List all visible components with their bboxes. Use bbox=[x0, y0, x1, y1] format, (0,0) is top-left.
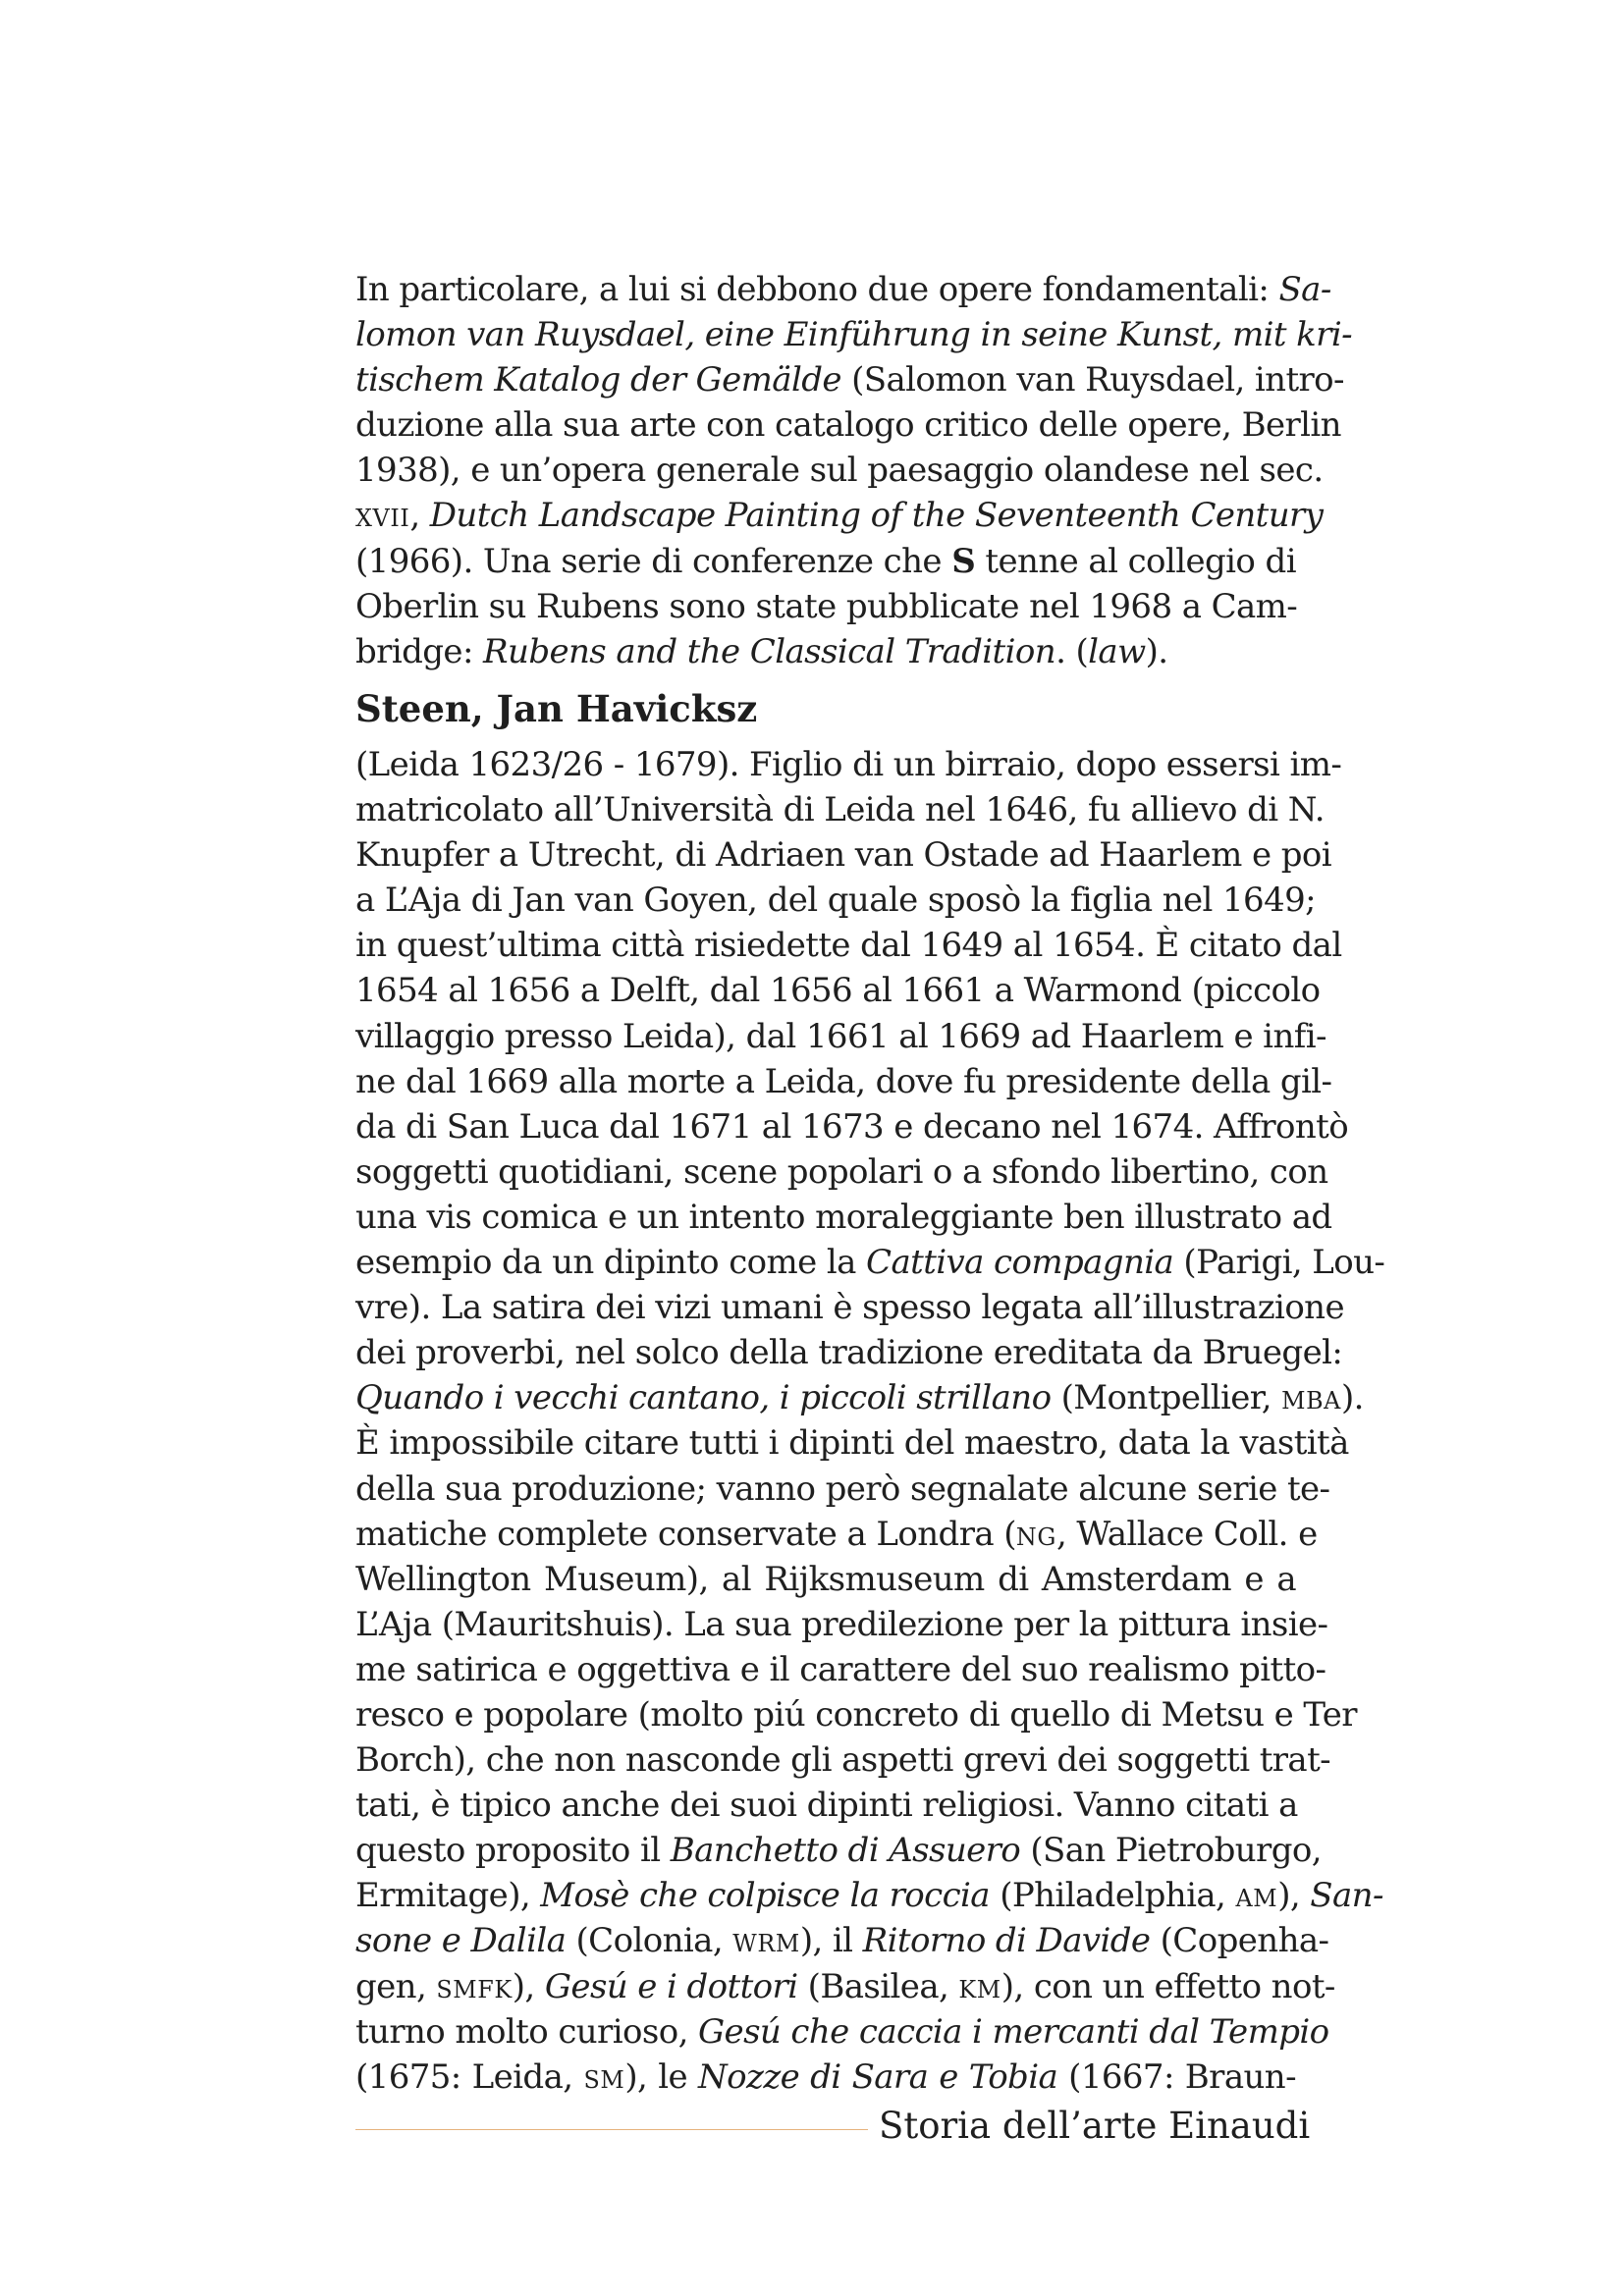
small-caps-abbreviation: AM bbox=[1235, 1885, 1278, 1913]
small-caps-abbreviation: WRM bbox=[732, 1930, 800, 1958]
text-line: Borch), che non nasconde gli aspetti grevi dei soggetti trat- bbox=[355, 1740, 1331, 1781]
italic-title: sone e Dalila bbox=[355, 1921, 567, 1961]
italic-title: Mosè che colpisce la roccia bbox=[540, 1876, 990, 1916]
text-line: matricolato all’Università di Leida nel 1646, fu allievo di N. bbox=[355, 790, 1325, 830]
text-line: (Leida 1623/26 - 1679). Figlio di un birraio, dopo essersi im- bbox=[355, 745, 1342, 784]
text-line: Ermitage), Mosè che colpisce la roccia (Philadelphia, AM), San- bbox=[355, 1876, 1383, 1916]
text-line: me satirica e oggettiva e il carattere del suo realismo pitto- bbox=[355, 1649, 1326, 1689]
text-line: bridge: Rubens and the Classical Tradition. (law). bbox=[355, 631, 1168, 671]
italic-title: law bbox=[1088, 631, 1146, 671]
intro-paragraph bbox=[355, 267, 1352, 674]
text-line: villaggio presso Leida), dal 1661 al 1669 ad Haarlem e infi- bbox=[355, 1016, 1326, 1056]
italic-title: Banchetto di Assuero bbox=[670, 1831, 1021, 1871]
italic-title: Sa- bbox=[1278, 270, 1331, 309]
text-line: in quest’ultima città risiedette dal 1649 al 1654. È citato dal bbox=[355, 926, 1342, 966]
text-line: 1938), e un’opera generale sul paesaggio olandese nel sec. bbox=[355, 451, 1324, 491]
small-caps-abbreviation: XVII bbox=[355, 505, 410, 533]
text-line: duzione alla sua arte con catalogo critico delle opere, Berlin bbox=[355, 405, 1341, 446]
text-line: L’Aja (Mauritshuis). La sua predilezione per la pittura insie- bbox=[355, 1604, 1328, 1644]
italic-title: Quando i vecchi cantano, i piccoli strillano bbox=[355, 1378, 1052, 1418]
text-line: È impossibile citare tutti i dipinti del maestro, data la vastità bbox=[355, 1423, 1349, 1464]
italic-title: tischem Katalog der Gemälde bbox=[355, 360, 841, 400]
footer-rule bbox=[355, 2129, 868, 2130]
italic-title: lomon van Ruysdael, eine Einführung in seine Kunst, mit kri- bbox=[355, 315, 1352, 355]
text-line: 1654 al 1656 a Delft, dal 1656 al 1661 a Warmond (piccolo bbox=[355, 971, 1321, 1011]
text-line: sone e Dalila (Colonia, WRM), il Ritorno di Davide (Copenha- bbox=[355, 1921, 1329, 1961]
small-caps-abbreviation: KM bbox=[958, 1975, 1001, 2003]
text-line: Oberlin su Rubens sono state pubblicate nel 1968 a Cam- bbox=[355, 586, 1298, 626]
text-line: tischem Katalog der Gemälde (Salomon van Ruysdael, intro- bbox=[355, 360, 1344, 400]
text-line: vre). La satira dei vizi umani è spesso legata all’illustrazione bbox=[355, 1288, 1345, 1328]
italic-title: Gesú che caccia i mercanti dal Tempio bbox=[697, 2011, 1329, 2052]
text-line: Wellington Museum), al Rijksmuseum di Amsterdam e a bbox=[355, 1559, 1296, 1599]
text-line: XVII, Dutch Landscape Painting of the Seventeenth Century bbox=[355, 496, 1324, 536]
italic-title: San- bbox=[1310, 1876, 1383, 1916]
italic-title: Dutch Landscape Painting of the Seventeenth Century bbox=[429, 496, 1324, 536]
text-line: dei proverbi, nel solco della tradizione ereditata da Bruegel: bbox=[355, 1333, 1343, 1373]
text-line: ne dal 1669 alla morte a Leida, dove fu presidente della gil- bbox=[355, 1061, 1332, 1101]
entry-body-paragraph bbox=[355, 742, 1385, 2100]
text-line: esempio da un dipinto come la Cattiva compagnia (Parigi, Lou- bbox=[355, 1243, 1385, 1283]
text-line: questo proposito il Banchetto di Assuero (San Pietroburgo, bbox=[355, 1831, 1322, 1871]
text-line: da di San Luca dal 1671 al 1673 e decano nel 1674. Affrontò bbox=[355, 1106, 1349, 1147]
small-caps-abbreviation: MBA bbox=[1281, 1387, 1341, 1415]
text-line: tati, è tipico anche dei suoi dipinti religiosi. Vanno citati a bbox=[355, 1786, 1298, 1826]
text-line: In particolare, a lui si debbono due opere fondamentali: Sa- bbox=[355, 270, 1331, 309]
text-line: soggetti quotidiani, scene popolari o a sfondo libertino, con bbox=[355, 1151, 1328, 1192]
text-line: resco e popolare (molto piú concreto di quello di Metsu e Ter bbox=[355, 1694, 1357, 1735]
italic-title: Rubens and the Classical Tradition bbox=[483, 631, 1056, 671]
small-caps-abbreviation: SM bbox=[583, 2065, 625, 2094]
text-line bbox=[355, 312, 1352, 357]
footer-title: Storia dell’arte Einaudi bbox=[879, 2105, 1311, 2147]
italic-title: Cattiva compagnia bbox=[866, 1243, 1174, 1283]
text-line: della sua produzione; vanno però segnalate alcune serie te- bbox=[355, 1468, 1330, 1509]
text-line: gen, SMFK), Gesú e i dottori (Basilea, KM), con un effetto not- bbox=[355, 1966, 1335, 2006]
small-caps-abbreviation: SMFK bbox=[436, 1975, 513, 2003]
text-line: turno molto curioso, Gesú che caccia i mercanti dal Tempio bbox=[355, 2011, 1329, 2052]
text-line: Quando i vecchi cantano, i piccoli strillano (Montpellier, MBA). bbox=[355, 1378, 1364, 1418]
text-line: (1675: Leida, SM), le Nozze di Sara e Tobia (1667: Braun- bbox=[355, 2056, 1296, 2097]
text-line: matiche complete conservate a Londra (NG, Wallace Coll. e bbox=[355, 1514, 1318, 1554]
text-line: (1966). Una serie di conferenze che S tenne al collegio di bbox=[355, 541, 1296, 581]
italic-title: Nozze di Sara e Tobia bbox=[697, 2056, 1058, 2097]
small-caps-abbreviation: NG bbox=[1015, 1522, 1056, 1551]
italic-title: Ritorno di Davide bbox=[862, 1921, 1151, 1961]
text-line: Knupfer a Utrecht, di Adriaen van Ostade ad Haarlem e poi bbox=[355, 835, 1332, 876]
bold-abbreviation: S bbox=[951, 541, 976, 581]
text-line: a L’Aja di Jan van Goyen, del quale sposò la figlia nel 1649; bbox=[355, 881, 1316, 921]
italic-title: Gesú e i dottori bbox=[544, 1966, 798, 2006]
entry-heading: Steen, Jan Havicksz bbox=[355, 687, 758, 730]
text-line: una vis comica e un intento moraleggiante ben illustrato ad bbox=[355, 1197, 1332, 1237]
